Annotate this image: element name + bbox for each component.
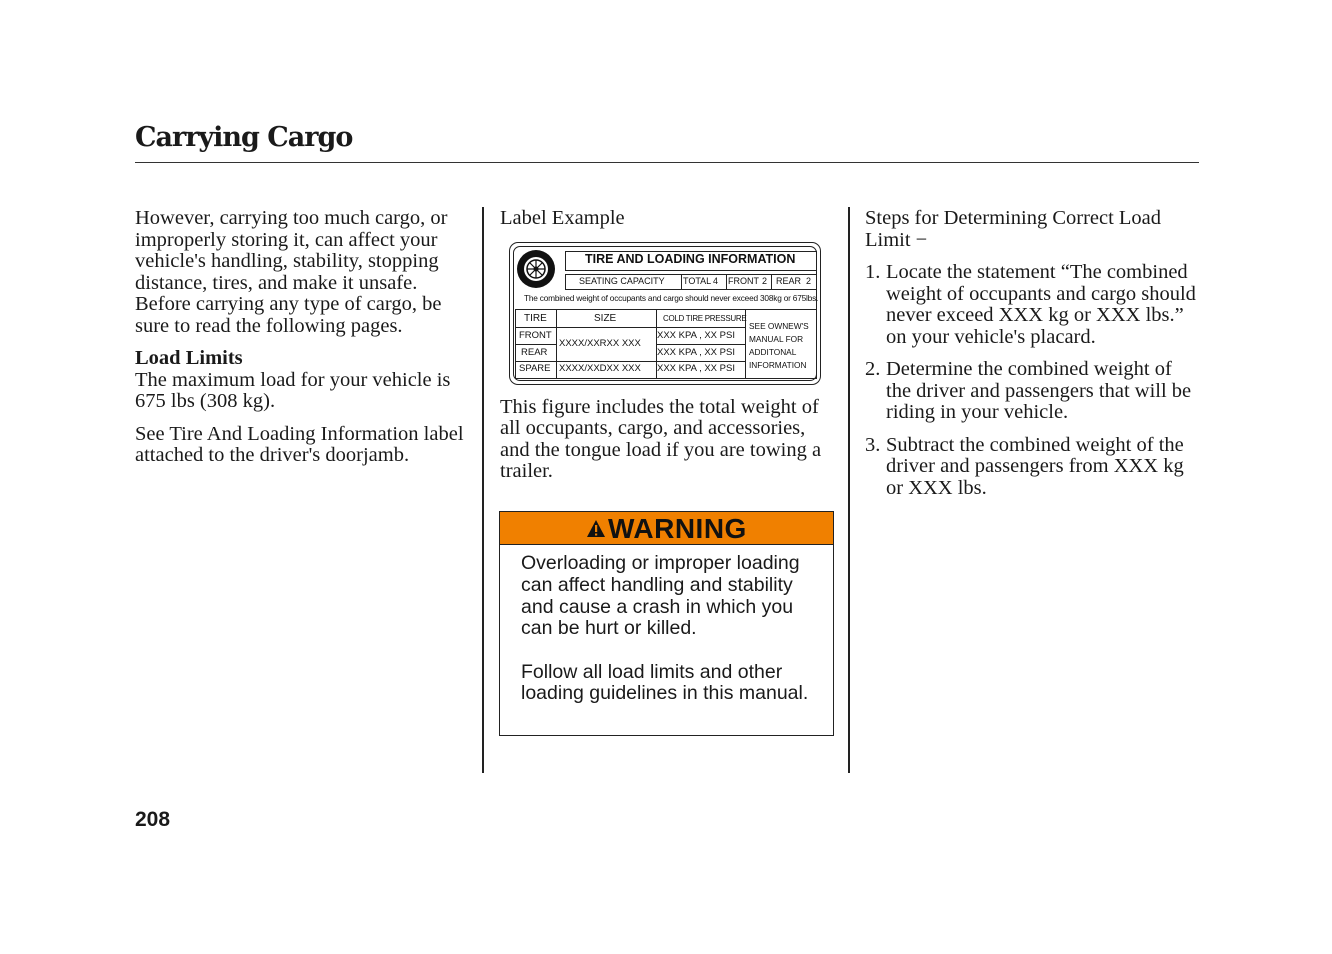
column-divider [482,207,484,773]
column-right [865,208,1200,510]
warning-header [500,512,833,545]
front-label: FRONT [728,276,759,286]
see-manual-line: MANUAL FOR [749,334,804,344]
page-number: 208 [135,808,171,831]
step-number: 3. [865,433,881,456]
load-limits-heading: Load Limits [135,347,243,369]
warning-title: WARNING [608,513,747,544]
figure-description: This figure includes the total weight of all occupants, cargo, and accessories, and the tongue load if you are towing a trailer. [500,395,822,482]
seating-capacity-label: SEATING CAPACITY [579,276,665,286]
page-title: Carrying Cargo [135,122,353,153]
steps-list [865,262,1200,499]
step-number: 2. [865,358,881,380]
tire-loading-label-figure [509,242,821,385]
see-manual-line: ADDITONAL [749,347,797,357]
warning-box [499,511,834,736]
title-divider [135,162,1199,163]
list-item [865,435,1200,500]
column-left [135,208,470,478]
pressure-rear-value: XXX KPA , XX PSI [657,347,735,358]
see-manual-line: SEE OWNEW'S [749,321,809,331]
steps-heading: Steps for Determining Correct Load Limit − [865,207,1162,251]
col-tire-header: TIRE [524,313,547,324]
load-limits-paragraph: The maximum load for your vehicle is 675 lbs (308 kg). [135,368,451,412]
rear-label: REAR [776,276,802,286]
warning-paragraph: Overloading or improper loading can affect handling and stability and cause a crash in which you can be hurt or killed. [521,552,800,640]
total-value: 4 [713,276,719,286]
step-text: Subtract the combined weight of the driver and passengers from XXX kg or XXX lbs. [886,433,1184,499]
step-number: 1. [865,261,881,283]
label-example-caption: Label Example [500,207,625,229]
intro-paragraph: However, carrying too much cargo, or improperly storing it, can affect your vehicle's handling, stability, stopping distance, tires, and make it unsafe. Before carrying any type of cargo, be sure to read the following pages. [135,207,448,337]
see-manual-line: INFORMATION [749,360,807,370]
label-title: TIRE AND LOADING INFORMATION [585,252,796,266]
row-spare-label: SPARE [519,363,551,374]
row-rear-label: REAR [521,347,548,358]
row-front-label: FRONT [519,330,552,341]
col-size-header: SIZE [594,313,617,324]
size-spare-value: XXXX/XXDXX XXX [559,363,641,374]
combined-weight-statement: The combined weight of occupants and cargo should never exceed 308kg or 675lbs. [524,293,819,303]
pressure-front-value: XXX KPA , XX PSI [657,330,735,341]
tire-icon [515,248,557,290]
step-text: Determine the combined weight of the driver and passengers that will be riding in your vehicle. [886,358,1192,423]
size-main-value: XXXX/XXRXX XXX [559,338,641,349]
col-pressure-header: COLD TIRE PRESSURE [663,314,747,323]
list-item [865,359,1200,424]
rear-value: 2 [806,276,812,286]
pressure-spare-value: XXX KPA , XX PSI [657,363,735,374]
column-divider [848,207,850,773]
warning-triangle-icon [586,519,606,538]
front-value: 2 [762,276,768,286]
step-text: Locate the statement “The combined weight of occupants and cargo should never exceed XXX kg or XXX lbs.” on your vehicle's placard. [886,261,1196,348]
warning-paragraph: Follow all load limits and other loading guidelines in this manual. [521,660,809,705]
total-label: TOTAL [683,276,712,286]
list-item [865,262,1200,348]
see-label-paragraph: See Tire And Loading Information label attached to the driver's doorjamb. [135,422,464,466]
